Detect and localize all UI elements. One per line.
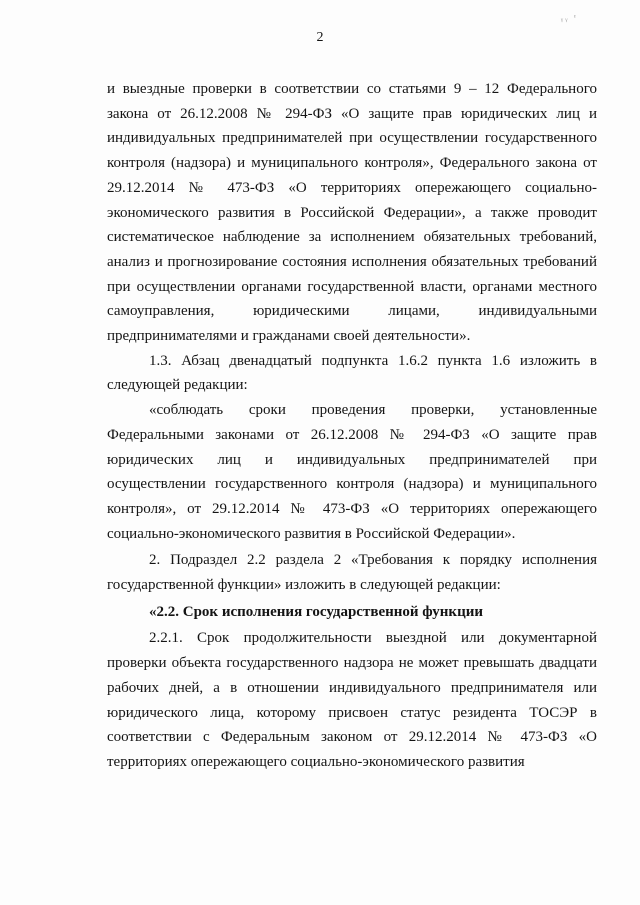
section-heading-2-2: «2.2. Срок исполнения государственной функции [149, 603, 483, 620]
paragraph-quote: «соблюдать сроки проведения проверки, установленные Федеральными законами от 26.12.2008 № 294-ФЗ «О защите прав юридических лиц и индивидуальных предпринимателей при осуществлении государственного контроля (надзора) и муниципального контроля», от 29.12.2014 № 473-ФЗ «О территориях опережающего социально-экономического развития в Российской Федерации». [107, 402, 597, 542]
document-body [107, 77, 597, 775]
scan-mark: ᵧᵧ ᵋ [560, 12, 578, 22]
paragraph-2-2-1: 2.2.1. Срок продолжительности выездной или документарной проверки объекта государственного надзора не может превышать двадцати рабочих дней, а в отношении индивидуального предпринимателя или юридического лица, которому присвоен статус резидента ТОСЭР в соответствии с Федеральным законом от 29.12.2014 № 473-ФЗ «О территориях опережающего социально-экономического развития [107, 630, 597, 770]
paragraph-1-3: 1.3. Абзац двенадцатый подпункта 1.6.2 пункта 1.6 изложить в следующей редакции: [107, 352, 597, 394]
paragraph-2: 2. Подраздел 2.2 раздела 2 «Требования к порядку исполнения государственной функции» изложить в следующей редакции: [107, 552, 597, 594]
paragraph-continuation: и выездные проверки в соответствии со статьями 9 – 12 Федерального закона от 26.12.2008 № 294-ФЗ «О защите прав юридических лиц и индивидуальных предпринимателей при осуществлении государственного контроля (надзора) и муниципального контроля», Федерального закона от 29.12.2014 № 473-ФЗ «О территориях опережающего социально-экономического развития в Российской Федерации», а также проводит систематическое наблюдение за исполнением обязательных требований, анализ и прогнозирование состояния исполнения обязательных требований при осуществлении органами государственной власти, органами местного самоуправления, юридическими лицами, индивидуальными предпринимателями и гражданами своей деятельности». [107, 81, 597, 345]
page-number: 2 [316, 30, 324, 45]
